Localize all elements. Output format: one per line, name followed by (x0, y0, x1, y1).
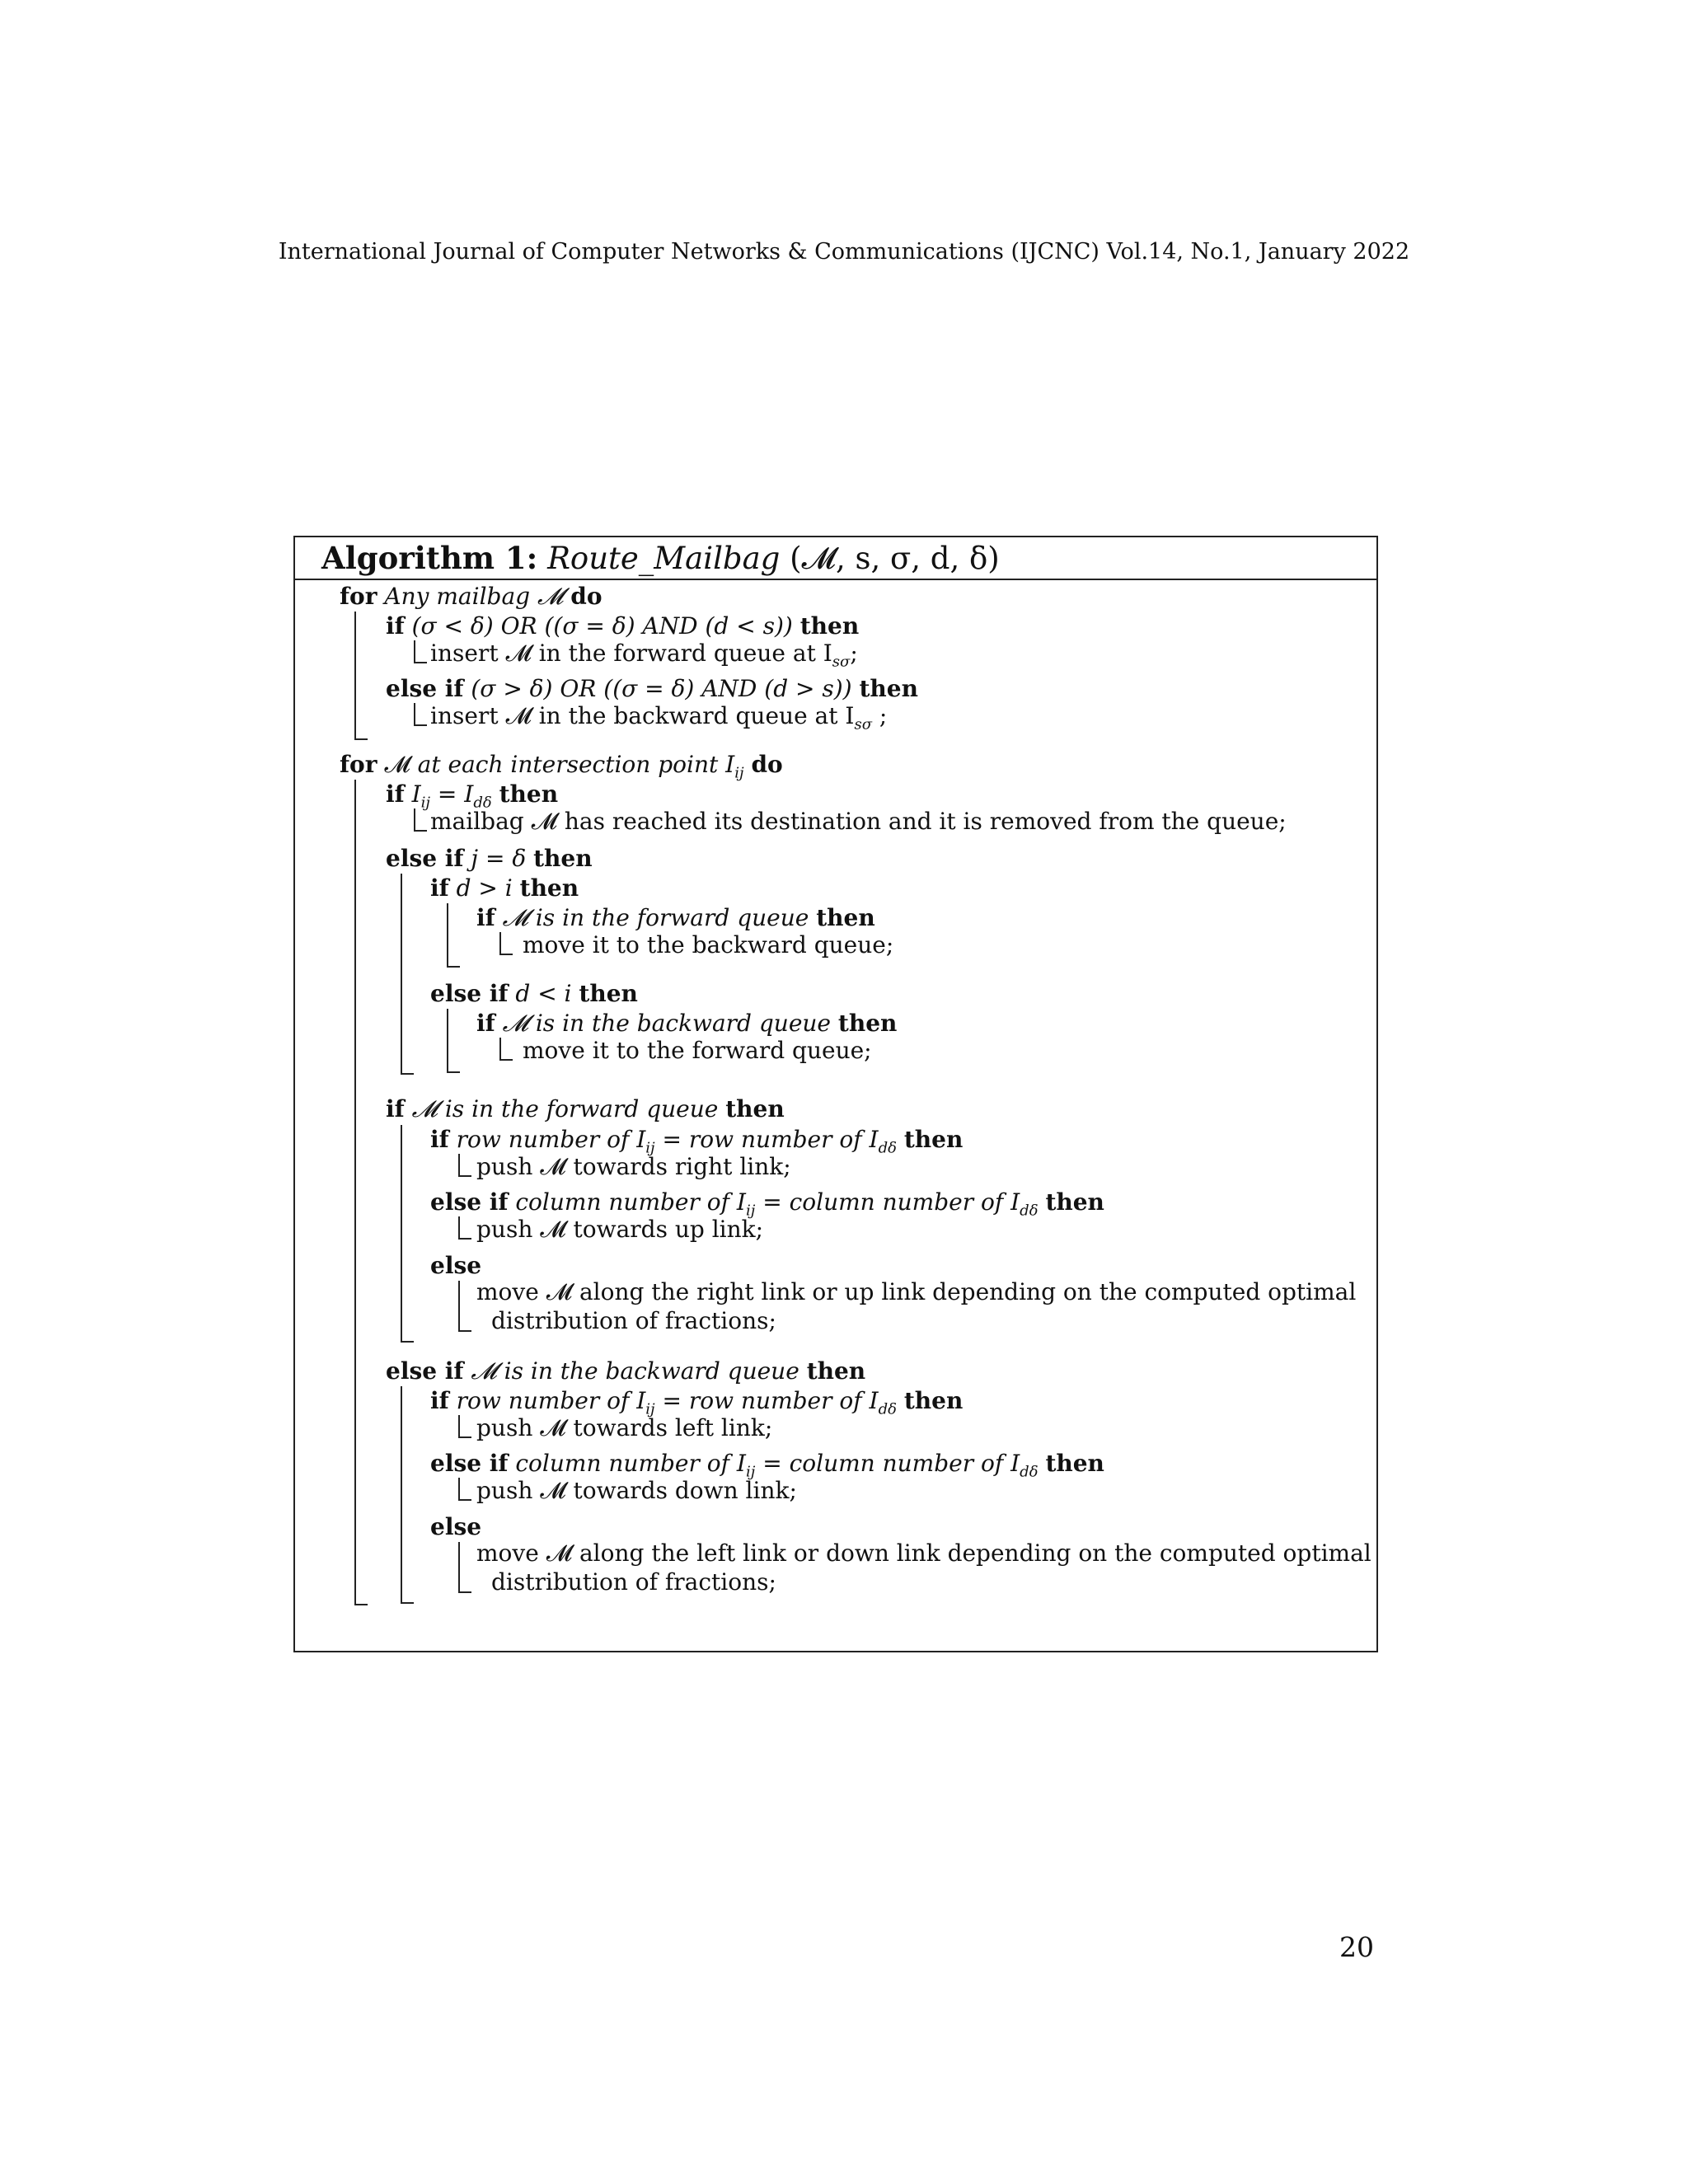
condition: row number of I (456, 1387, 646, 1414)
subscript: sσ (854, 715, 872, 733)
block-rule (458, 1478, 460, 1499)
keyword: then (816, 904, 875, 931)
keyword: else if (386, 675, 464, 702)
keyword: if (430, 874, 449, 902)
block-rule (447, 903, 448, 966)
block-rule (414, 808, 415, 830)
keyword: then (1045, 1450, 1104, 1477)
block-rule (499, 1038, 501, 1059)
code-line (386, 1094, 785, 1124)
block-rule (458, 1281, 460, 1330)
code-line (523, 1036, 872, 1066)
keyword: do (570, 583, 603, 610)
code-line (476, 903, 875, 933)
block-end-hook (447, 1071, 460, 1073)
subscript: ij (420, 794, 430, 812)
block-end-hook (458, 1175, 471, 1177)
keyword: if (476, 904, 495, 931)
keyword: then (579, 980, 638, 1007)
block-rule (447, 1009, 448, 1071)
title-rule (295, 579, 1376, 580)
block-end-hook (401, 1602, 414, 1604)
condition: column number of I (515, 1188, 746, 1216)
statement: mailbag 𝓜 has reached its destination and it is removed from the queue; (430, 808, 1287, 835)
condition: j = δ (471, 845, 527, 872)
block-end-hook (447, 966, 460, 968)
condition: d > i (456, 874, 513, 902)
block-rule (401, 1125, 402, 1341)
block-end-hook (414, 724, 427, 726)
code-line (476, 1476, 797, 1506)
page-number: 20 (1339, 1931, 1374, 1963)
keyword: else if (386, 845, 464, 872)
block-rule (458, 1216, 460, 1238)
subscript: ij (645, 1139, 655, 1157)
block-end-hook (458, 1436, 471, 1438)
statement: push 𝓜 towards down link; (476, 1477, 797, 1504)
keyword: do (751, 751, 783, 778)
code-line (491, 1568, 776, 1597)
block-rule (401, 874, 402, 1073)
keyword: then (499, 780, 559, 808)
code-line (340, 582, 603, 612)
subscript: dδ (1020, 1202, 1039, 1220)
condition: 𝓜 is in the backward queue (502, 1010, 831, 1037)
keyword: then (837, 1010, 898, 1037)
block-end-hook (401, 1073, 414, 1075)
block-rule (458, 1542, 460, 1591)
condition: column number of I (515, 1450, 746, 1477)
condition: = I (430, 780, 474, 808)
keyword: if (386, 612, 405, 640)
block-rule (414, 703, 415, 724)
condition: (σ > δ) OR ((σ = δ) AND (d > s)) (471, 675, 852, 702)
statement: push 𝓜 towards right link; (476, 1153, 791, 1180)
block-rule (354, 612, 356, 738)
block-rule (499, 932, 501, 954)
condition: 𝓜 (384, 751, 410, 778)
statement: push 𝓜 towards left link; (476, 1414, 773, 1441)
block-end-hook (458, 1238, 471, 1240)
condition: = column number of I (755, 1450, 1020, 1477)
statement: move it to the forward queue; (523, 1037, 872, 1064)
condition: (σ < δ) OR ((σ = δ) AND (d < s)) (411, 612, 793, 640)
block-rule (414, 640, 415, 662)
code-line (386, 674, 918, 704)
block-rule (401, 1386, 402, 1602)
keyword: if (430, 1126, 449, 1153)
algorithm-params: (𝓜, s, σ, d, δ) (790, 541, 1000, 576)
condition: = row number of I (654, 1387, 879, 1414)
block-end-hook (458, 1330, 471, 1332)
condition: at each intersection point I (417, 751, 735, 778)
code-line (430, 701, 887, 740)
keyword: then (1045, 1188, 1104, 1216)
subscript: dδ (878, 1139, 897, 1157)
statement: insert 𝓜 in the backward queue at I (430, 702, 855, 729)
keyword: else if (430, 980, 509, 1007)
keyword: then (806, 1357, 866, 1385)
block-end-hook (499, 1059, 513, 1061)
keyword: if (386, 780, 405, 808)
algorithm-title (321, 537, 1376, 579)
subscript: ij (745, 1202, 756, 1220)
algorithm-label: Algorithm 1: (321, 540, 538, 576)
condition: row number of I (456, 1126, 646, 1153)
code-line (476, 1215, 763, 1244)
code-line (491, 1306, 776, 1336)
keyword: else if (430, 1188, 509, 1216)
condition: 𝓜 is in the forward queue (502, 904, 809, 931)
condition: d < i (515, 980, 572, 1007)
algorithm-box (293, 536, 1378, 1652)
keyword: if (430, 1387, 449, 1414)
code-line (476, 1413, 772, 1443)
running-header: International Journal of Computer Networks & Communications (IJCNC) Vol.14, No.1, January 2022 (278, 239, 1410, 265)
keyword: else if (386, 1357, 464, 1385)
code-line (523, 930, 893, 960)
code-line (476, 1277, 1356, 1307)
keyword: else if (430, 1450, 509, 1477)
block-rule (354, 780, 356, 1604)
keyword: then (903, 1126, 964, 1153)
code-line (430, 979, 638, 1009)
block-end-hook (414, 662, 427, 663)
keyword: for (340, 583, 377, 610)
condition: 𝓜 is in the forward queue (411, 1095, 719, 1122)
keyword: if (476, 1010, 495, 1037)
keyword: else (430, 1252, 482, 1279)
statement: push 𝓜 towards up link; (476, 1216, 764, 1243)
block-end-hook (499, 954, 513, 955)
code-line (430, 807, 1287, 837)
condition: = column number of I (755, 1188, 1020, 1216)
keyword: for (340, 751, 377, 778)
statement-tail: ; (871, 702, 888, 729)
subscript: dδ (878, 1400, 897, 1418)
code-line (430, 639, 858, 677)
keyword: then (725, 1095, 785, 1122)
keyword: then (799, 612, 860, 640)
keyword: then (519, 874, 579, 902)
block-end-hook (414, 830, 427, 832)
subscript: dδ (473, 794, 492, 812)
keyword: then (859, 675, 918, 702)
subscript: ij (645, 1400, 655, 1418)
subscript: sσ (832, 653, 851, 671)
statement: move 𝓜 along the right link or up link depending on the computed optimal (476, 1278, 1357, 1305)
block-rule (458, 1415, 460, 1436)
algorithm-name: Route_Mailbag (547, 541, 781, 576)
keyword: else (430, 1513, 482, 1540)
subscript: ij (734, 764, 744, 782)
block-end-hook (458, 1591, 471, 1593)
condition: = row number of I (654, 1126, 879, 1153)
statement-tail: ; (850, 640, 858, 667)
statement: move it to the backward queue; (523, 931, 894, 958)
statement: distribution of fractions; (491, 1568, 776, 1596)
subscript: ij (745, 1463, 756, 1481)
block-end-hook (354, 738, 368, 740)
code-line (430, 874, 579, 903)
code-line (386, 844, 593, 874)
code-line (430, 1251, 481, 1281)
code-line (476, 1539, 1372, 1568)
code-line (430, 1512, 481, 1542)
code-line (386, 1357, 865, 1386)
block-rule (458, 1154, 460, 1175)
keyword: then (533, 845, 593, 872)
keyword: then (903, 1387, 964, 1414)
keyword: if (386, 1095, 405, 1122)
block-end-hook (458, 1499, 471, 1501)
statement: distribution of fractions; (491, 1307, 776, 1334)
statement: insert 𝓜 in the forward queue at I (430, 640, 832, 667)
condition: 𝓜 is in the backward queue (471, 1357, 799, 1385)
condition: I (411, 780, 421, 808)
subscript: dδ (1020, 1463, 1039, 1481)
statement: move 𝓜 along the left link or down link depending on the computed optimal (476, 1540, 1372, 1567)
code-line (386, 612, 859, 641)
code-line (476, 1152, 791, 1182)
block-end-hook (401, 1341, 414, 1343)
block-end-hook (354, 1604, 368, 1605)
condition: Any mailbag 𝓜 (384, 583, 564, 610)
code-line (476, 1009, 897, 1038)
